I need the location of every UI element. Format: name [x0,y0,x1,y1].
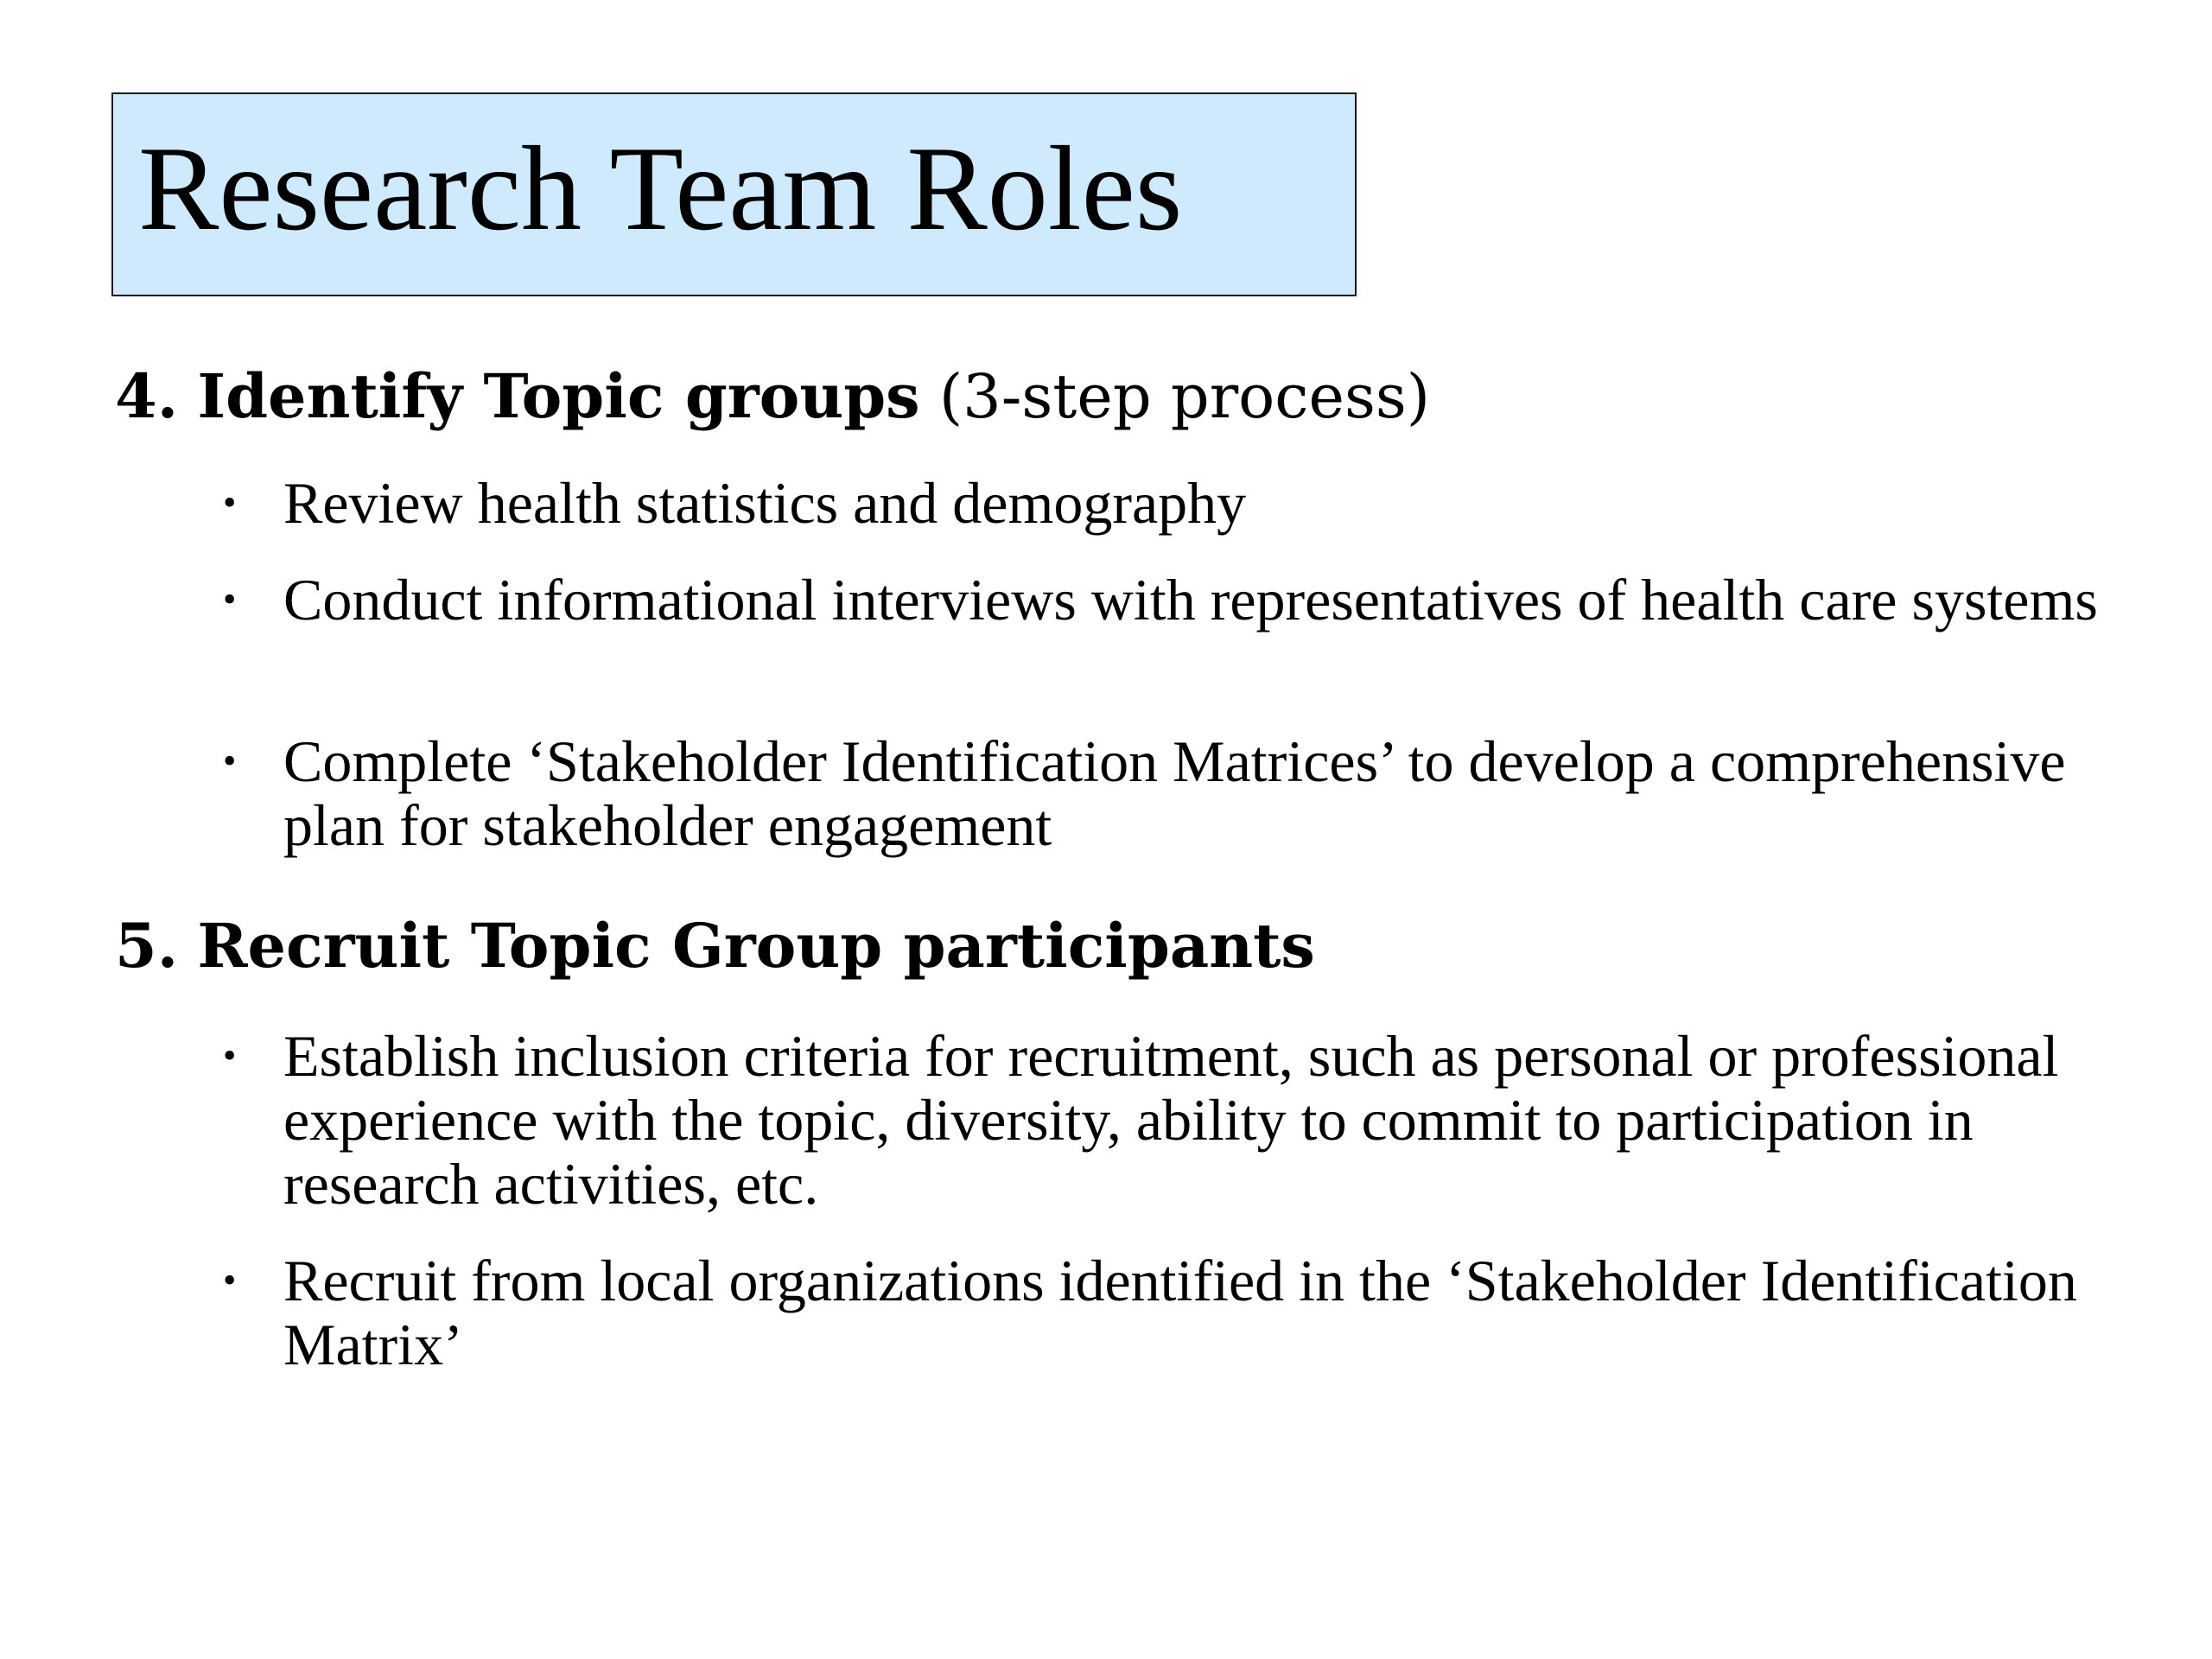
list-item-text: Establish inclusion criteria for recruitment, such as personal or professional experience with the topic, diversity, ability to commit to participation in research activities, etc. [283,1023,2059,1217]
bullet-icon: • [223,1259,237,1301]
section-title: Recruit Topic Group participants [197,910,1315,982]
list-item [223,729,2133,857]
list-item-text: Complete ‘Stakeholder Identification Matrices’ to develop a comprehensive plan for stakeholder engagement [283,728,2066,858]
section-title: Identify Topic groups [197,360,920,432]
section-number: 4. [115,360,179,432]
list-item [223,1249,2133,1376]
section-number: 5. [115,910,179,982]
list-item [223,1024,2133,1216]
list-item-text: Review health statistics and demography [283,470,1247,536]
list-item-text: Recruit from local organizations identified in the ‘Stakeholder Identification Matrix’ [283,1248,2077,1377]
section-note: (3-step process) [938,361,1431,432]
bullet-icon: • [223,578,237,620]
list-item-text: Conduct informational interviews with representatives of health care systems [283,567,2098,632]
list-item [223,568,2133,632]
section-heading-5 [115,910,1315,982]
bullet-icon: • [223,481,237,524]
bullet-icon: • [223,1034,237,1077]
title-box [111,92,1357,296]
slide-title: Research Team Roles [138,122,1183,256]
bullet-icon: • [223,740,237,782]
section-heading-4 [115,360,1431,432]
list-item [223,471,2133,535]
